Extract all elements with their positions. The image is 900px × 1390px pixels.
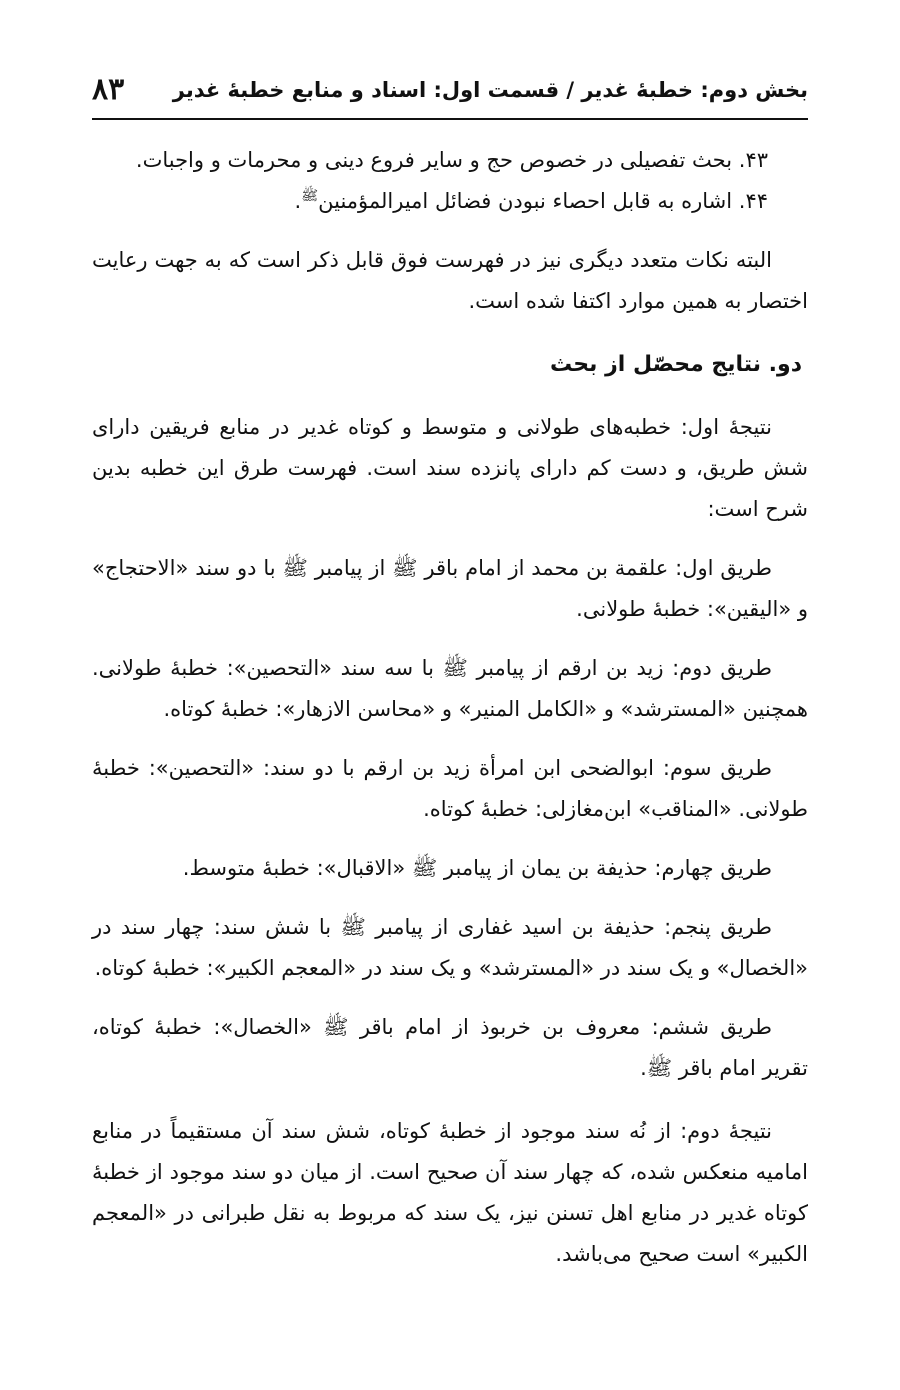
running-head: بخش دوم: خطبهٔ غدیر / قسمت اول: اسناد و منابع خطبهٔ غدیر [172,78,808,102]
result-two-paragraph: نتیجهٔ دوم: از نُه سند موجود از خطبهٔ کوتاه، شش سند آن مستقیماً در منابع امامیه منعکس شده، که چهار سند آن صحیح است. از میان دو سند موجود از خطبهٔ کوتاه غدیر در منابع اهل تسنن نیز، یک سند که مربوط به نقل طبرانی در «المعجم الکبیر» است صحیح می‌باشد. [92,1119,808,1266]
page-number: ۸۳ [92,72,125,107]
route-paragraph-3: طریق سوم: ابوالضحی ابن امرأة زید بن ارقم با دو سند: «التحصین»: خطبهٔ طولانی. «المناقب» ابن‌مغازلی: خطبهٔ کوتاه. [92,756,808,821]
route-paragraph-6: طریق ششم: معروف بن خربوذ از امام باقر ﷺ «الخصال»: خطبهٔ کوتاه، تقریر امام باقر ﷺ. [92,1015,808,1080]
route-paragraph-1: طریق اول: علقمة بن محمد از امام باقر ﷺ از پیامبر ﷺ با دو سند «الاحتجاج» و «الیقین»: خطبهٔ طولانی. [92,556,808,621]
route-paragraph-2: طریق دوم: زید بن ارقم از پیامبر ﷺ با سه سند «التحصین»: خطبهٔ طولانی. همچنین «المسترشد» و «الکامل المنیر» و «محاسن الازهار»: خطبهٔ کوتاه. [92,656,808,721]
page-body [92,140,808,1275]
intro-paragraph: البته نکات متعدد دیگری نیز در فهرست فوق قابل ذکر است که به جهت رعایت اختصار به همین موارد اکتفا شده است. [92,248,808,313]
page-header [92,72,808,120]
route-paragraph-4: طریق چهارم: حذیفة بن یمان از پیامبر ﷺ «الاقبال»: خطبهٔ متوسط. [182,856,772,880]
route-paragraph-5: طریق پنجم: حذیفة بن اسید غفاری از پیامبر ﷺ با شش سند: چهار سند در «الخصال» و یک سند در «المسترشد» و یک سند در «المعجم الکبیر»: خطبهٔ کوتاه. [92,915,808,980]
list-item-text: ۴۳. بحث تفصیلی در خصوص حج و سایر فروع دینی و محرمات و واجبات. [135,148,768,172]
section-title: دو. نتایج محصّل از بحث [550,352,802,377]
list-item-43 [92,140,808,181]
list-item-44: ۴۴. اشاره به قابل احصاء نبودن فضائل امیرالمؤمنین$^ﷺ$. [294,188,768,213]
honorific-seal-icon: ﷺ [301,188,319,204]
list-item-text: ۴۴. اشاره به قابل احصاء نبودن فضائل امیرالمؤمنین [318,189,768,213]
result-one-paragraph: نتیجهٔ اول: خطبه‌های طولانی و متوسط و کوتاه غدیر در منابع فریقین دارای شش طریق، و دست کم دارای پانزده سند است. فهرست طرق این خطبه بدین شرح است: [92,415,808,521]
